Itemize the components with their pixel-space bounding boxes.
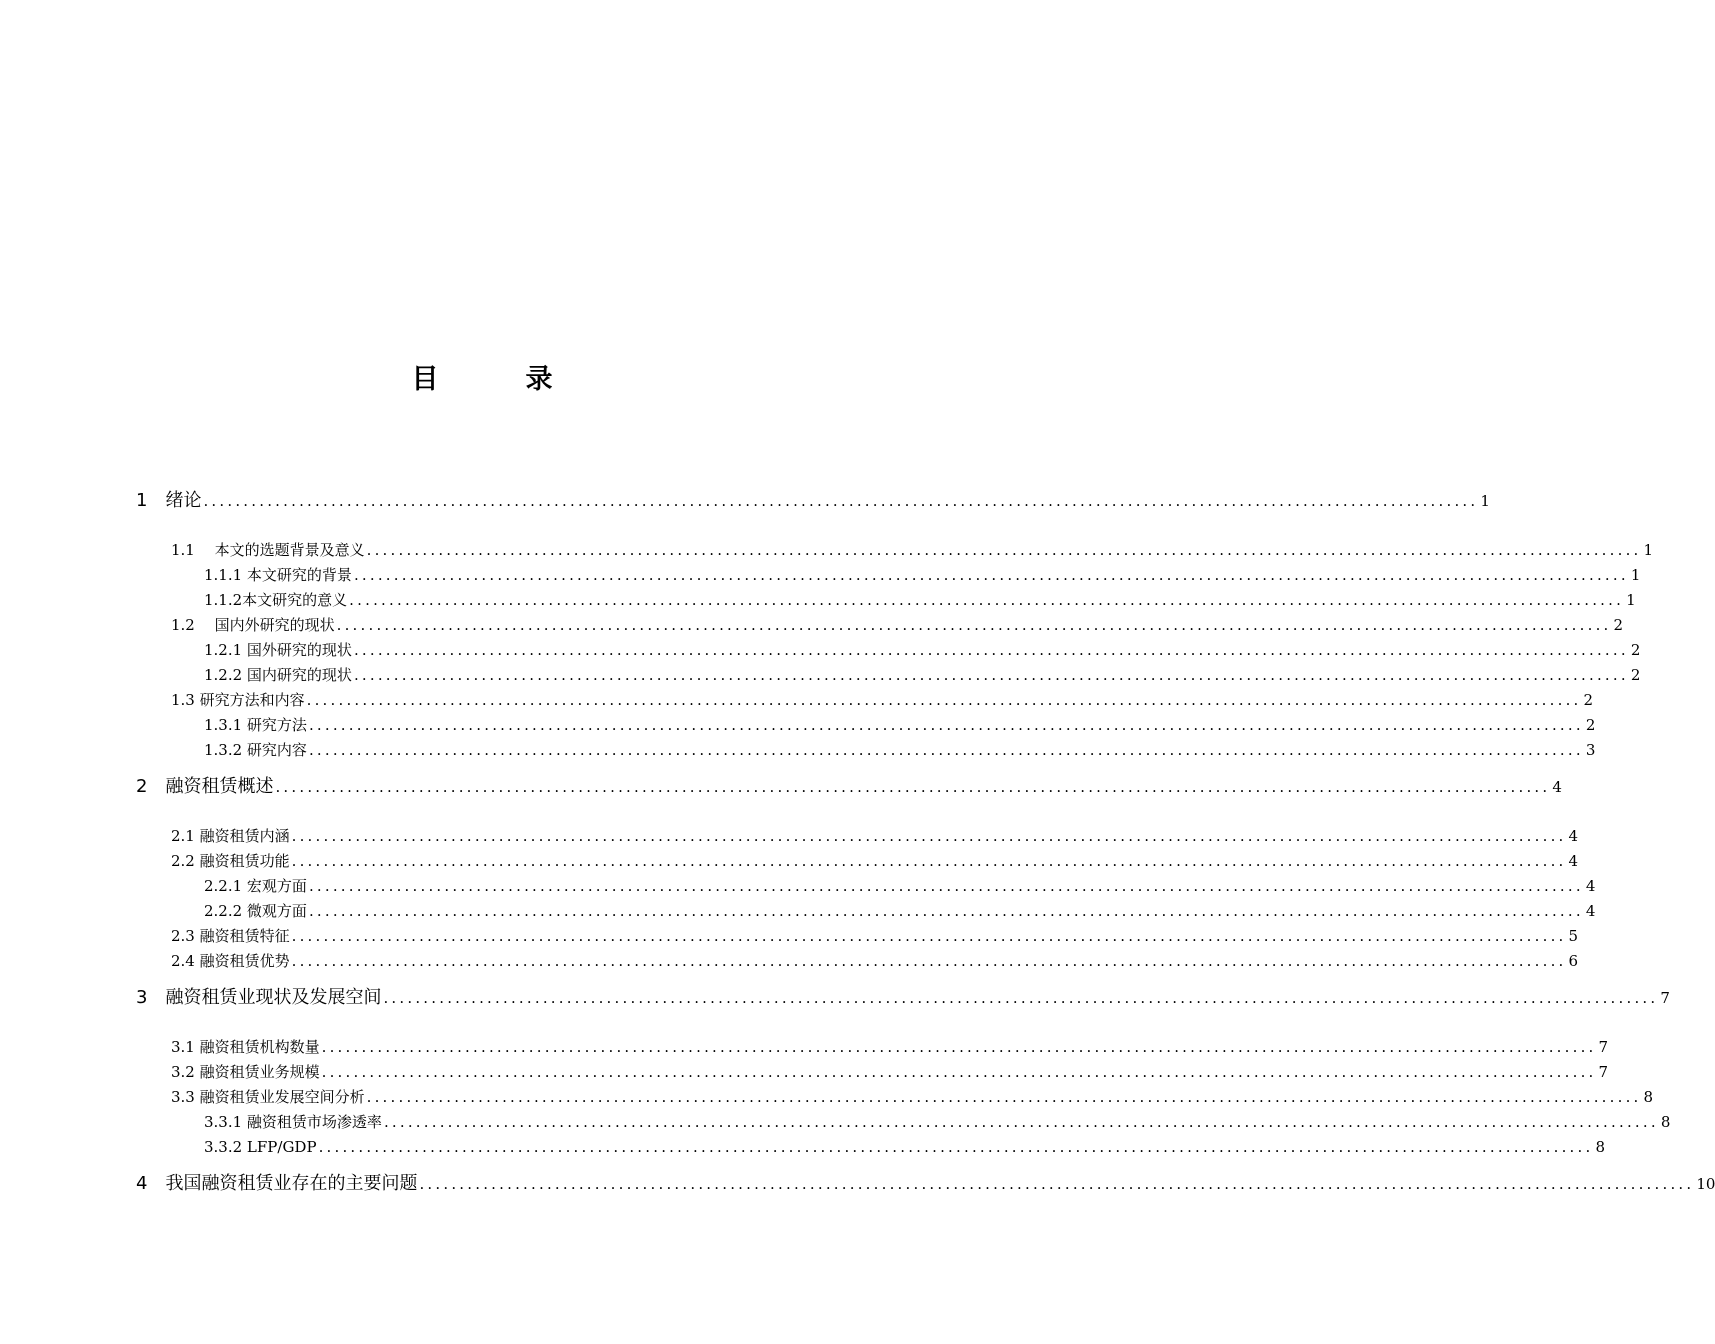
- toc-entry-2-2[interactable]: [171, 851, 1579, 871]
- toc-entry-label: 2 融资租赁概述: [136, 776, 274, 797]
- toc-page-number: 7: [1598, 1038, 1609, 1056]
- toc-leader: ................................................................................................................................................................: [308, 877, 1584, 895]
- toc-entry-3[interactable]: [136, 987, 1670, 1009]
- toc-page-number: 10: [1696, 1175, 1715, 1193]
- toc-page-number: 2: [1613, 616, 1624, 634]
- toc-entry-label: 1.1.1 本文研究的背景: [204, 566, 352, 584]
- toc-page-number: 4: [1568, 852, 1579, 870]
- toc-leader: ................................................................................................................................................................: [353, 566, 1629, 584]
- toc-page-number: 8: [1595, 1138, 1605, 1156]
- toc-entry-1-3-1[interactable]: [204, 715, 1596, 735]
- toc-page-number: 4: [1585, 902, 1596, 920]
- toc-entry-label: 2.1 融资租赁内涵: [171, 827, 290, 845]
- toc-entry-label: 1.2.2 国内研究的现状: [204, 666, 352, 684]
- toc-page-number: 2: [1583, 691, 1594, 709]
- toc-entry-1-1-2[interactable]: [204, 590, 1636, 610]
- toc-page-number: 1: [1630, 566, 1641, 584]
- toc-entry-1-3[interactable]: [171, 690, 1594, 710]
- toc-page-number: 7: [1660, 989, 1670, 1007]
- toc-entry-label: 1.1.2本文研究的意义: [204, 591, 348, 609]
- toc-page-number: 2: [1630, 641, 1641, 659]
- toc-leader: ................................................................................................................................................................: [306, 691, 1582, 709]
- toc-entry-label: 1.3 研究方法和内容: [171, 691, 305, 709]
- page-title: 目 录: [411, 364, 583, 395]
- toc-leader: ................................................................................................................................................................: [308, 902, 1584, 920]
- toc-entry-4[interactable]: [136, 1173, 1715, 1195]
- toc-entry-label: 1.3.1 研究方法: [204, 716, 307, 734]
- toc-entry-label: 3.2 融资租赁业务规模: [171, 1063, 320, 1081]
- toc-entry-label: 1.1 本文的选题背景及意义: [171, 541, 365, 559]
- toc-entry-3-3-2[interactable]: [204, 1137, 1605, 1157]
- toc-entry-2-3[interactable]: [171, 926, 1579, 946]
- toc-entry-label: 1.2 国内外研究的现状: [171, 616, 335, 634]
- toc-page-number: 5: [1568, 927, 1579, 945]
- toc-entry-label: 4 我国融资租赁业存在的主要问题: [136, 1173, 418, 1194]
- toc-page-number: 2: [1585, 716, 1596, 734]
- toc-entry-3-3[interactable]: [171, 1087, 1654, 1107]
- toc-leader: ................................................................................................................................................................: [308, 716, 1584, 734]
- toc-leader: ................................................................................................................................................................: [291, 927, 1567, 945]
- toc-page-number: 8: [1660, 1113, 1671, 1131]
- toc-leader: ................................................................................................................................................................: [383, 989, 1659, 1007]
- toc-leader: ................................................................................................................................................................: [349, 591, 1625, 609]
- toc-page-number: 1: [1480, 492, 1490, 510]
- toc-leader: ................................................................................................................................................................: [321, 1063, 1597, 1081]
- toc-page-number: 4: [1568, 827, 1579, 845]
- toc-page-number: 3: [1585, 741, 1596, 759]
- toc-entry-1-1[interactable]: [171, 540, 1654, 560]
- toc-page-number: 7: [1598, 1063, 1609, 1081]
- toc-entry-2-1[interactable]: [171, 826, 1579, 846]
- toc-entry-label: 3.3.1 融资租赁市场渗透率: [204, 1113, 382, 1131]
- toc-leader: ................................................................................................................................................................: [291, 852, 1567, 870]
- toc-entry-label: 1.3.2 研究内容: [204, 741, 307, 759]
- toc-entry-label: 3.3 融资租赁业发展空间分析: [171, 1088, 365, 1106]
- toc-page-number: 1: [1626, 591, 1636, 609]
- toc-entry-2-4[interactable]: [171, 951, 1579, 971]
- toc-entry-1-2-1[interactable]: [204, 640, 1641, 660]
- toc-entry-label: 2.2.1 宏观方面: [204, 877, 307, 895]
- toc-page-number: 4: [1552, 778, 1562, 796]
- toc-entry-label: 2.4 融资租赁优势: [171, 952, 290, 970]
- toc-leader: ................................................................................................................................................................: [321, 1038, 1597, 1056]
- toc-leader: ................................................................................................................................................................: [291, 952, 1567, 970]
- toc-page-number: 2: [1630, 666, 1641, 684]
- toc-entry-1-3-2[interactable]: [204, 740, 1596, 760]
- toc-leader: ................................................................................................................................................................: [419, 1175, 1695, 1193]
- toc-entry-label: 1.2.1 国外研究的现状: [204, 641, 352, 659]
- toc-entry-3-3-1[interactable]: [204, 1112, 1671, 1132]
- toc-entry-label: 2.3 融资租赁特征: [171, 927, 290, 945]
- toc-entry-3-1[interactable]: [171, 1037, 1609, 1057]
- toc-entry-1[interactable]: [136, 490, 1490, 512]
- toc-entry-1-2[interactable]: [171, 615, 1624, 635]
- toc-entry-label: 1 绪论: [136, 490, 202, 511]
- toc-page-number: 4: [1585, 877, 1596, 895]
- toc-leader: ................................................................................................................................................................: [353, 666, 1629, 684]
- toc-leader: ................................................................................................................................................................: [383, 1113, 1659, 1131]
- toc-leader: ................................................................................................................................................................: [275, 778, 1551, 796]
- toc-leader: ................................................................................................................................................................: [318, 1138, 1594, 1156]
- toc-leader: ................................................................................................................................................................: [291, 827, 1567, 845]
- toc-entry-label: 2.2.2 微观方面: [204, 902, 307, 920]
- toc-leader: ................................................................................................................................................................: [308, 741, 1584, 759]
- toc-leader: ................................................................................................................................................................: [366, 1088, 1642, 1106]
- toc-leader: ................................................................................................................................................................: [366, 541, 1642, 559]
- toc-entry-2-2-1[interactable]: [204, 876, 1596, 896]
- toc-entry-label: 2.2 融资租赁功能: [171, 852, 290, 870]
- toc-page-number: 8: [1643, 1088, 1654, 1106]
- toc-entry-2[interactable]: [136, 776, 1562, 798]
- toc-leader: ................................................................................................................................................................: [203, 492, 1479, 510]
- toc-entry-label: 3.1 融资租赁机构数量: [171, 1038, 320, 1056]
- toc-entry-label: 3 融资租赁业现状及发展空间: [136, 987, 382, 1008]
- toc-leader: ................................................................................................................................................................: [353, 641, 1629, 659]
- toc-entry-2-2-2[interactable]: [204, 901, 1596, 921]
- toc-entry-1-1-1[interactable]: [204, 565, 1641, 585]
- toc-leader: ................................................................................................................................................................: [336, 616, 1612, 634]
- toc-page-number: 1: [1643, 541, 1654, 559]
- toc-entry-3-2[interactable]: [171, 1062, 1609, 1082]
- toc-entry-1-2-2[interactable]: [204, 665, 1641, 685]
- toc-page-number: 6: [1568, 952, 1579, 970]
- toc-entry-label: 3.3.2 LFP/GDP: [204, 1138, 317, 1156]
